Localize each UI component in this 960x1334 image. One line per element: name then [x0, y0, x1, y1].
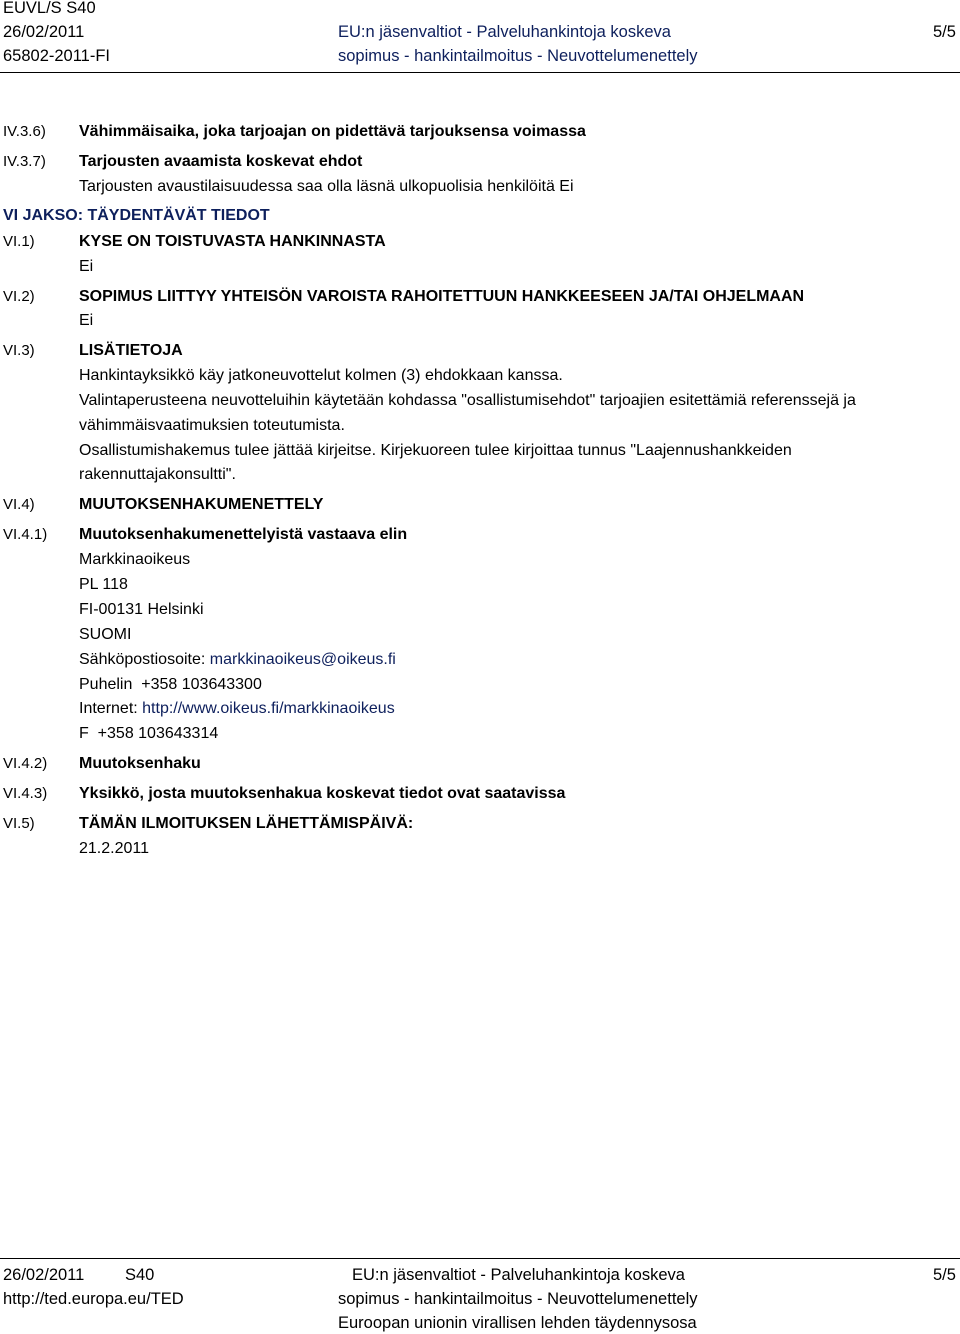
section-number-vi43: VI.4.3)	[3, 785, 48, 802]
section-value-vi1: Ei	[79, 258, 94, 275]
footer-date: 26/02/2011	[3, 1266, 85, 1284]
review-body-phone-row	[79, 677, 262, 693]
footer-title-line2: sopimus - hankintailmoitus - Neuvottelumenettely	[338, 1290, 698, 1308]
internet-link[interactable]: http://www.oikeus.fi/markkinaoikeus	[142, 700, 395, 717]
fax-label: F	[79, 725, 89, 742]
section-text-iv37: Tarjousten avaustilaisuudessa saa olla läsnä ulkopuolisia henkilöitä Ei	[79, 178, 574, 195]
section-number-vi4: VI.4)	[3, 496, 35, 513]
section-value-vi2: Ei	[79, 312, 94, 329]
email-link[interactable]: markkinaoikeus@oikeus.fi	[209, 651, 396, 668]
section-text-vi3-line1: Hankintayksikkö käy jatkoneuvottelut kolmen (3) ehdokkaan kanssa.	[79, 367, 563, 384]
review-body-email-row	[79, 652, 396, 668]
section-title-vi2: SOPIMUS LIITTYY YHTEISÖN VAROISTA RAHOITETTUUN HANKKEESEEN JA/TAI OHJELMAAN	[79, 288, 805, 305]
section-number-vi1: VI.1)	[3, 233, 35, 250]
section-number-vi2: VI.2)	[3, 288, 35, 305]
section-title-vi41: Muutoksenhakumenettelyistä vastaava elin	[79, 526, 408, 543]
section-date-vi5: 21.2.2011	[79, 840, 149, 857]
footer-url[interactable]: http://ted.europa.eu/TED	[3, 1290, 184, 1308]
footer-divider	[0, 1258, 960, 1259]
section-title-vi43: Yksikkö, josta muutoksenhakua koskevat tiedot ovat saatavissa	[79, 785, 566, 802]
review-body-fax-row	[79, 726, 218, 742]
section-number-vi3: VI.3)	[3, 342, 35, 359]
footer-title-line1: EU:n jäsenvaltiot - Palveluhankintoja koskeva	[352, 1266, 685, 1284]
review-body-country: SUOMI	[79, 626, 132, 643]
header-page: 5/5	[933, 23, 956, 41]
section-title-vi3: LISÄTIETOJA	[79, 342, 183, 359]
header-title-line1: EU:n jäsenvaltiot - Palveluhankintoja koskeva	[338, 23, 671, 41]
header-title-line2: sopimus - hankintailmoitus - Neuvottelumenettely	[338, 47, 698, 65]
fax-value: +358 103643314	[97, 725, 219, 742]
footer-page: 5/5	[933, 1266, 956, 1284]
section-heading-vi: VI JAKSO: TÄYDENTÄVÄT TIEDOT	[3, 207, 270, 224]
header-divider	[0, 72, 960, 73]
review-body-internet-row	[79, 701, 395, 717]
internet-label: Internet:	[79, 700, 138, 717]
section-title-vi4: MUUTOKSENHAKUMENETTELY	[79, 496, 324, 513]
section-text-vi3-line3: vähimmäisvaatimuksien toteutumista.	[79, 417, 345, 434]
section-number-vi42: VI.4.2)	[3, 755, 48, 772]
header-date: 26/02/2011	[3, 23, 85, 41]
footer-title-line3: Euroopan unionin virallisen lehden täydennysosa	[338, 1314, 697, 1332]
section-number-iv36: IV.3.6)	[3, 123, 46, 140]
section-title-vi1: KYSE ON TOISTUVASTA HANKINNASTA	[79, 233, 386, 250]
section-text-vi3-line4: Osallistumishakemus tulee jättää kirjeitse. Kirjekuoreen tulee kirjoittaa tunnus "Laajennushankkeiden	[79, 442, 792, 459]
section-title-iv37: Tarjousten avaamista koskevat ehdot	[79, 153, 363, 170]
section-title-vi42: Muutoksenhaku	[79, 755, 201, 772]
header-doc-code: EUVL/S S40	[3, 0, 96, 17]
section-number-iv37: IV.3.7)	[3, 153, 46, 170]
section-title-iv36: Vähimmäisaika, joka tarjoajan on pidettävä tarjouksensa voimassa	[79, 123, 586, 140]
review-body-name: Markkinaoikeus	[79, 551, 191, 568]
review-body-postal: FI-00131 Helsinki	[79, 601, 204, 618]
section-text-vi3-line5: rakennuttajakonsultti".	[79, 466, 236, 483]
section-title-vi5: TÄMÄN ILMOITUKSEN LÄHETTÄMISPÄIVÄ:	[79, 815, 414, 832]
phone-label: Puhelin	[79, 676, 133, 693]
header-notice-id: 65802-2011-FI	[3, 47, 111, 65]
email-label: Sähköpostiosoite:	[79, 651, 206, 668]
review-body-po-box: PL 118	[79, 576, 128, 593]
phone-value: +358 103643300	[141, 676, 262, 693]
section-text-vi3-line2: Valintaperusteena neuvotteluihin käytetään kohdassa "osallistumisehdot" tarjoajien esitettämiä referenssejä ja	[79, 392, 856, 409]
section-number-vi41: VI.4.1)	[3, 526, 48, 543]
section-number-vi5: VI.5)	[3, 815, 35, 832]
footer-series: S40	[125, 1266, 155, 1284]
